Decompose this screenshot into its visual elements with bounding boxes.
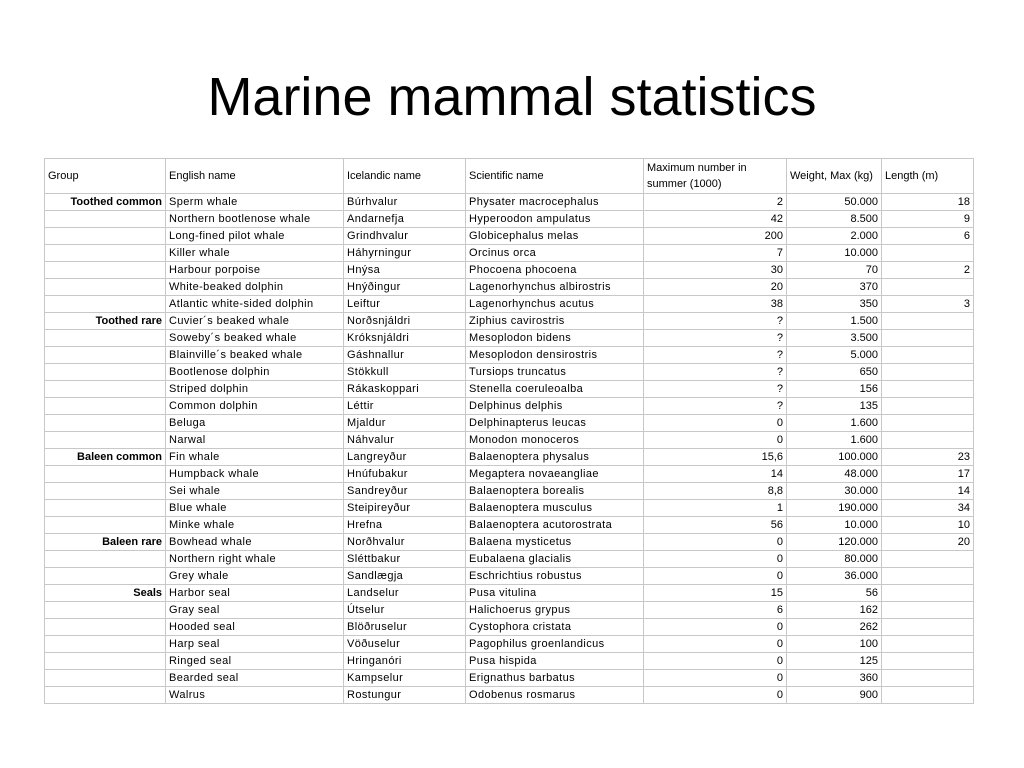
scientific-name-cell: Ziphius cavirostris — [466, 313, 644, 330]
icelandic-name-cell: Búrhvalur — [344, 194, 466, 211]
english-name-cell: Fin whale — [166, 449, 344, 466]
marine-mammal-table — [44, 158, 974, 704]
max-number-cell: ? — [644, 313, 787, 330]
scientific-name-cell: Globicephalus melas — [466, 228, 644, 245]
icelandic-name-cell: Hringanóri — [344, 653, 466, 670]
weight-cell: 8.500 — [787, 211, 882, 228]
header-weight-max: Weight, Max (kg) — [787, 159, 882, 194]
table-row — [45, 517, 974, 534]
weight-cell: 156 — [787, 381, 882, 398]
length-cell: 34 — [882, 500, 974, 517]
group-cell: Baleen rare — [45, 534, 166, 551]
max-number-cell: 38 — [644, 296, 787, 313]
max-number-cell: 2 — [644, 194, 787, 211]
max-number-cell: 0 — [644, 653, 787, 670]
english-name-cell: Hooded seal — [166, 619, 344, 636]
english-name-cell: Bearded seal — [166, 670, 344, 687]
max-number-cell: 8,8 — [644, 483, 787, 500]
english-name-cell: Sei whale — [166, 483, 344, 500]
icelandic-name-cell: Kampselur — [344, 670, 466, 687]
scientific-name-cell: Balaenoptera borealis — [466, 483, 644, 500]
english-name-cell: Walrus — [166, 687, 344, 704]
icelandic-name-cell: Landselur — [344, 585, 466, 602]
table-row — [45, 415, 974, 432]
max-number-cell: ? — [644, 364, 787, 381]
english-name-cell: Blue whale — [166, 500, 344, 517]
weight-cell: 190.000 — [787, 500, 882, 517]
icelandic-name-cell: Vöðuselur — [344, 636, 466, 653]
group-cell — [45, 636, 166, 653]
table-row — [45, 568, 974, 585]
length-cell — [882, 551, 974, 568]
weight-cell: 70 — [787, 262, 882, 279]
table-row — [45, 466, 974, 483]
scientific-name-cell: Phocoena phocoena — [466, 262, 644, 279]
english-name-cell: Bowhead whale — [166, 534, 344, 551]
weight-cell: 30.000 — [787, 483, 882, 500]
scientific-name-cell: Delphinapterus leucas — [466, 415, 644, 432]
length-cell — [882, 279, 974, 296]
max-number-cell: ? — [644, 398, 787, 415]
english-name-cell: Grey whale — [166, 568, 344, 585]
weight-cell: 1.500 — [787, 313, 882, 330]
english-name-cell: Soweby´s beaked whale — [166, 330, 344, 347]
length-cell — [882, 347, 974, 364]
scientific-name-cell: Eschrichtius robustus — [466, 568, 644, 585]
table-row — [45, 619, 974, 636]
header-group: Group — [45, 159, 166, 194]
scientific-name-cell: Delphinus delphis — [466, 398, 644, 415]
group-cell — [45, 398, 166, 415]
slide-title: Marine mammal statistics — [207, 67, 817, 127]
icelandic-name-cell: Blöðruselur — [344, 619, 466, 636]
group-cell — [45, 364, 166, 381]
group-cell — [45, 466, 166, 483]
header-english-name: English name — [166, 159, 344, 194]
english-name-cell: White-beaked dolphin — [166, 279, 344, 296]
header-length: Length (m) — [882, 159, 974, 194]
group-cell: Toothed common — [45, 194, 166, 211]
english-name-cell: Atlantic white-sided dolphin — [166, 296, 344, 313]
scientific-name-cell: Halichoerus grypus — [466, 602, 644, 619]
table-row — [45, 687, 974, 704]
length-cell: 18 — [882, 194, 974, 211]
length-cell: 14 — [882, 483, 974, 500]
table-row — [45, 381, 974, 398]
icelandic-name-cell: Leiftur — [344, 296, 466, 313]
scientific-name-cell: Erignathus barbatus — [466, 670, 644, 687]
icelandic-name-cell: Hnýsa — [344, 262, 466, 279]
group-cell — [45, 330, 166, 347]
icelandic-name-cell: Rákaskoppari — [344, 381, 466, 398]
table-row — [45, 636, 974, 653]
table-row — [45, 653, 974, 670]
weight-cell: 360 — [787, 670, 882, 687]
max-number-cell: ? — [644, 330, 787, 347]
scientific-name-cell: Cystophora cristata — [466, 619, 644, 636]
weight-cell: 100.000 — [787, 449, 882, 466]
max-number-cell: 1 — [644, 500, 787, 517]
weight-cell: 48.000 — [787, 466, 882, 483]
length-cell — [882, 432, 974, 449]
scientific-name-cell: Balaenoptera acutorostrata — [466, 517, 644, 534]
scientific-name-cell: Balaenoptera musculus — [466, 500, 644, 517]
weight-cell: 100 — [787, 636, 882, 653]
weight-cell: 2.000 — [787, 228, 882, 245]
table-row — [45, 194, 974, 211]
max-number-cell: 0 — [644, 432, 787, 449]
weight-cell: 370 — [787, 279, 882, 296]
table-row — [45, 585, 974, 602]
icelandic-name-cell: Króksnjáldri — [344, 330, 466, 347]
table-row — [45, 398, 974, 415]
length-cell — [882, 653, 974, 670]
english-name-cell: Common dolphin — [166, 398, 344, 415]
length-cell: 23 — [882, 449, 974, 466]
length-cell — [882, 568, 974, 585]
weight-cell: 125 — [787, 653, 882, 670]
group-cell — [45, 296, 166, 313]
group-cell — [45, 517, 166, 534]
weight-cell: 1.600 — [787, 432, 882, 449]
scientific-name-cell: Lagenorhynchus albirostris — [466, 279, 644, 296]
max-number-cell: 0 — [644, 534, 787, 551]
icelandic-name-cell: Norðsnjáldri — [344, 313, 466, 330]
english-name-cell: Long-fined pilot whale — [166, 228, 344, 245]
scientific-name-cell: Monodon monoceros — [466, 432, 644, 449]
max-number-cell: 56 — [644, 517, 787, 534]
length-cell: 3 — [882, 296, 974, 313]
table-row — [45, 534, 974, 551]
scientific-name-cell: Stenella coeruleoalba — [466, 381, 644, 398]
scientific-name-cell: Lagenorhynchus acutus — [466, 296, 644, 313]
max-number-cell: 0 — [644, 670, 787, 687]
length-cell — [882, 398, 974, 415]
table-row — [45, 262, 974, 279]
english-name-cell: Harbour porpoise — [166, 262, 344, 279]
max-number-cell: 15 — [644, 585, 787, 602]
table-row — [45, 670, 974, 687]
icelandic-name-cell: Sléttbakur — [344, 551, 466, 568]
table-row — [45, 228, 974, 245]
icelandic-name-cell: Rostungur — [344, 687, 466, 704]
table-row — [45, 432, 974, 449]
group-cell — [45, 670, 166, 687]
icelandic-name-cell: Gáshnallur — [344, 347, 466, 364]
table-row — [45, 551, 974, 568]
group-cell — [45, 432, 166, 449]
table-header — [45, 159, 974, 194]
icelandic-name-cell: Hrefna — [344, 517, 466, 534]
group-cell — [45, 228, 166, 245]
english-name-cell: Cuvier´s beaked whale — [166, 313, 344, 330]
table-row — [45, 602, 974, 619]
max-number-cell: 6 — [644, 602, 787, 619]
group-cell — [45, 602, 166, 619]
group-cell: Baleen common — [45, 449, 166, 466]
group-cell: Seals — [45, 585, 166, 602]
length-cell: 2 — [882, 262, 974, 279]
scientific-name-cell: Pusa hispida — [466, 653, 644, 670]
icelandic-name-cell: Langreyður — [344, 449, 466, 466]
max-number-cell: 14 — [644, 466, 787, 483]
length-cell — [882, 636, 974, 653]
max-number-cell: 7 — [644, 245, 787, 262]
max-number-cell: 0 — [644, 568, 787, 585]
weight-cell: 80.000 — [787, 551, 882, 568]
table-row — [45, 347, 974, 364]
icelandic-name-cell: Mjaldur — [344, 415, 466, 432]
max-number-cell: 0 — [644, 687, 787, 704]
group-cell — [45, 211, 166, 228]
group-cell — [45, 483, 166, 500]
scientific-name-cell: Physater macrocephalus — [466, 194, 644, 211]
weight-cell: 135 — [787, 398, 882, 415]
length-cell — [882, 381, 974, 398]
length-cell — [882, 415, 974, 432]
group-cell — [45, 245, 166, 262]
header-scientific-name: Scientific name — [466, 159, 644, 194]
weight-cell: 50.000 — [787, 194, 882, 211]
length-cell — [882, 619, 974, 636]
header-row — [45, 159, 974, 194]
length-cell — [882, 245, 974, 262]
english-name-cell: Sperm whale — [166, 194, 344, 211]
scientific-name-cell: Mesoplodon bidens — [466, 330, 644, 347]
length-cell — [882, 602, 974, 619]
table-row — [45, 211, 974, 228]
icelandic-name-cell: Norðhvalur — [344, 534, 466, 551]
weight-cell: 36.000 — [787, 568, 882, 585]
table-row — [45, 245, 974, 262]
scientific-name-cell: Tursiops truncatus — [466, 364, 644, 381]
max-number-cell: 0 — [644, 619, 787, 636]
group-cell — [45, 415, 166, 432]
table-body — [45, 194, 974, 704]
scientific-name-cell: Pagophilus groenlandicus — [466, 636, 644, 653]
english-name-cell: Bootlenose dolphin — [166, 364, 344, 381]
weight-cell: 10.000 — [787, 517, 882, 534]
table-row — [45, 296, 974, 313]
length-cell — [882, 670, 974, 687]
table-row — [45, 279, 974, 296]
group-cell — [45, 279, 166, 296]
group-cell — [45, 619, 166, 636]
english-name-cell: Gray seal — [166, 602, 344, 619]
max-number-cell: 20 — [644, 279, 787, 296]
icelandic-name-cell: Náhvalur — [344, 432, 466, 449]
length-cell: 9 — [882, 211, 974, 228]
scientific-name-cell: Eubalaena glacialis — [466, 551, 644, 568]
icelandic-name-cell: Hnúfubakur — [344, 466, 466, 483]
english-name-cell: Humpback whale — [166, 466, 344, 483]
weight-cell: 5.000 — [787, 347, 882, 364]
english-name-cell: Harbor seal — [166, 585, 344, 602]
scientific-name-cell: Mesoplodon densirostris — [466, 347, 644, 364]
weight-cell: 262 — [787, 619, 882, 636]
max-number-cell: ? — [644, 381, 787, 398]
english-name-cell: Killer whale — [166, 245, 344, 262]
table-row — [45, 500, 974, 517]
scientific-name-cell: Pusa vitulina — [466, 585, 644, 602]
length-cell — [882, 313, 974, 330]
english-name-cell: Minke whale — [166, 517, 344, 534]
english-name-cell: Narwal — [166, 432, 344, 449]
group-cell — [45, 653, 166, 670]
weight-cell: 3.500 — [787, 330, 882, 347]
english-name-cell: Harp seal — [166, 636, 344, 653]
length-cell: 17 — [882, 466, 974, 483]
length-cell — [882, 585, 974, 602]
table-row — [45, 483, 974, 500]
max-number-cell: 200 — [644, 228, 787, 245]
group-cell — [45, 687, 166, 704]
max-number-cell: 30 — [644, 262, 787, 279]
table-row — [45, 330, 974, 347]
scientific-name-cell: Megaptera novaeangliae — [466, 466, 644, 483]
length-cell: 20 — [882, 534, 974, 551]
length-cell — [882, 364, 974, 381]
english-name-cell: Blainville´s beaked whale — [166, 347, 344, 364]
icelandic-name-cell: Stökkull — [344, 364, 466, 381]
length-cell: 10 — [882, 517, 974, 534]
weight-cell: 1.600 — [787, 415, 882, 432]
group-cell: Toothed rare — [45, 313, 166, 330]
group-cell — [45, 568, 166, 585]
weight-cell: 56 — [787, 585, 882, 602]
icelandic-name-cell: Sandlægja — [344, 568, 466, 585]
max-number-cell: 15,6 — [644, 449, 787, 466]
weight-cell: 10.000 — [787, 245, 882, 262]
icelandic-name-cell: Útselur — [344, 602, 466, 619]
table-row — [45, 313, 974, 330]
weight-cell: 900 — [787, 687, 882, 704]
weight-cell: 350 — [787, 296, 882, 313]
icelandic-name-cell: Sandreyður — [344, 483, 466, 500]
english-name-cell: Northern bootlenose whale — [166, 211, 344, 228]
weight-cell: 650 — [787, 364, 882, 381]
table-row — [45, 364, 974, 381]
group-cell — [45, 347, 166, 364]
length-cell — [882, 330, 974, 347]
scientific-name-cell: Hyperoodon ampulatus — [466, 211, 644, 228]
max-number-cell: ? — [644, 347, 787, 364]
icelandic-name-cell: Léttir — [344, 398, 466, 415]
length-cell: 6 — [882, 228, 974, 245]
scientific-name-cell: Odobenus rosmarus — [466, 687, 644, 704]
length-cell — [882, 687, 974, 704]
max-number-cell: 42 — [644, 211, 787, 228]
group-cell — [45, 500, 166, 517]
group-cell — [45, 551, 166, 568]
scientific-name-cell: Orcinus orca — [466, 245, 644, 262]
icelandic-name-cell: Grindhvalur — [344, 228, 466, 245]
weight-cell: 162 — [787, 602, 882, 619]
header-icelandic-name: Icelandic name — [344, 159, 466, 194]
max-number-cell: 0 — [644, 636, 787, 653]
group-cell — [45, 381, 166, 398]
english-name-cell: Northern right whale — [166, 551, 344, 568]
group-cell — [45, 262, 166, 279]
icelandic-name-cell: Andarnefja — [344, 211, 466, 228]
english-name-cell: Beluga — [166, 415, 344, 432]
icelandic-name-cell: Háhyrningur — [344, 245, 466, 262]
english-name-cell: Striped dolphin — [166, 381, 344, 398]
header-max-number: Maximum number in summer (1000) — [644, 159, 787, 194]
scientific-name-cell: Balaenoptera physalus — [466, 449, 644, 466]
max-number-cell: 0 — [644, 415, 787, 432]
weight-cell: 120.000 — [787, 534, 882, 551]
max-number-cell: 0 — [644, 551, 787, 568]
english-name-cell: Ringed seal — [166, 653, 344, 670]
table-row — [45, 449, 974, 466]
icelandic-name-cell: Steipireyður — [344, 500, 466, 517]
scientific-name-cell: Balaena mysticetus — [466, 534, 644, 551]
icelandic-name-cell: Hnýðingur — [344, 279, 466, 296]
